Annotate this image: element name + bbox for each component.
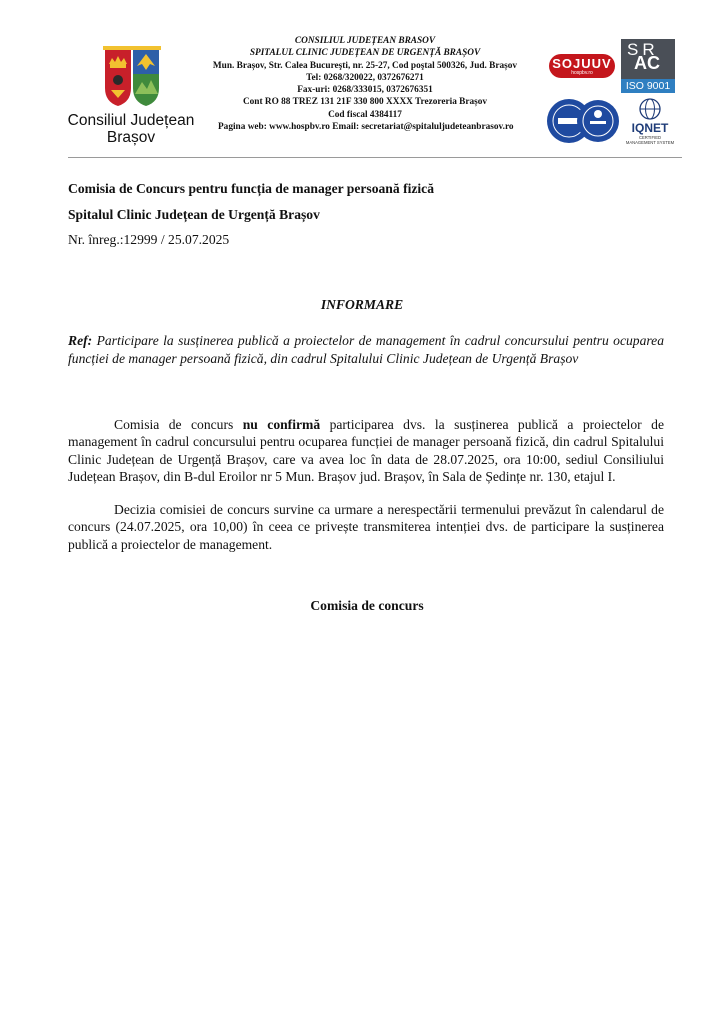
header-divider	[68, 157, 682, 158]
committee-line: Comisia de Concurs pentru funcția de manager persoană fizică	[68, 181, 435, 196]
letterhead-title-1: CONSILIUL JUDEȚEAN BRASOV	[294, 36, 436, 46]
paragraph-1-emphasis: nu confirmă	[242, 417, 321, 432]
letterhead-address: Mun. Brașov, Str. Calea Bucureşti, nr. 25-27, Cod poştal 500326, Jud. Brașov	[212, 60, 518, 71]
letterhead-title-2: SPITALUL CLINIC JUDEȚEAN DE URGENȚĂ BRAȘOV	[249, 48, 481, 59]
org-name-line1: Consiliul Județean	[67, 112, 195, 129]
sojuuv-logo-text: SOJUUV	[552, 56, 612, 71]
letterhead-fax: Fax-uri: 0268/333015, 0372676351	[297, 85, 433, 96]
hospital-line: Spitalul Clinic Județean de Urgență Brașov	[68, 207, 320, 222]
body-paragraph-1	[68, 416, 664, 485]
document-title: INFORMARE	[320, 297, 404, 312]
reference-block	[68, 332, 664, 367]
org-name-line2: Brașov	[106, 129, 156, 146]
signature-line: Comisia de concurs	[310, 598, 424, 613]
paragraph-1-rest: participarea dvs. la susținerea publică a proiectelor de management în cadrul concursului pentru ocuparea funcției de manager persoană fizică, din cadrul Spitalului Clinic Județean de Urgență Brașov, care va avea loc în data de 28.07.2025, ora 10:00, sediul Consiliului Județean Brașov, din B-dul Eroilor nr 5 Mun. Brașov jud. Brașov, în Sala de Ședințe nr. 130, etajul I.	[68, 417, 664, 484]
srac-iso-logo	[621, 39, 675, 93]
srac-logo-main: AC	[634, 53, 660, 73]
letterhead-web: Pagina web: www.hospbv.ro Email: secretariat@spitaluljudeteanbrasov.ro	[218, 122, 514, 133]
org-name	[66, 112, 196, 146]
brasov-coat-of-arms-icon	[101, 44, 163, 110]
letterhead-fiscal: Cod fiscal 4384117	[328, 109, 402, 120]
anmcs-accreditation-seal-icon	[546, 98, 620, 144]
iqnet-logo-text: IQNET	[631, 121, 669, 135]
iso-9001-label: ISO 9001	[621, 79, 675, 93]
sojuuv-logo	[549, 54, 615, 78]
reference-text: Participare la susținerea publică a proiectelor de management în cadrul concursului pentru ocuparea funcției de manager persoană fizică, din cadrul Spitalului Clinic Județean de Urgență Brașov	[68, 333, 664, 366]
srac-logo-top: SR	[627, 40, 659, 59]
reference-label: Ref:	[68, 333, 93, 348]
letterhead	[0, 0, 724, 160]
letterhead-tel: Tel: 0268/320022, 0372676271	[306, 72, 424, 83]
letterhead-contact-block	[190, 35, 540, 133]
paragraph-1-start: Comisia de concurs	[114, 417, 243, 432]
iqnet-logo-sub: CERTIFIED MANAGEMENT SYSTEM	[625, 135, 675, 145]
letterhead-account: Cont RO 88 TREZ 131 21F 330 800 XXXX Trezoreria Brașov	[242, 97, 488, 108]
body-paragraph-2: Decizia comisiei de concurs survine ca urmare a nerespectării termenului prevăzut în calendarul de concurs (24.07.2025, ora 10,00) în ceea ce privește transmiterea intenției dvs. de participare la susținerea publică a proiectelor de management.	[68, 502, 664, 552]
registration-number: Nr. înreg.:12999 / 25.07.2025	[68, 232, 230, 247]
sojuuv-logo-sub: hospbv.ro	[571, 70, 593, 76]
